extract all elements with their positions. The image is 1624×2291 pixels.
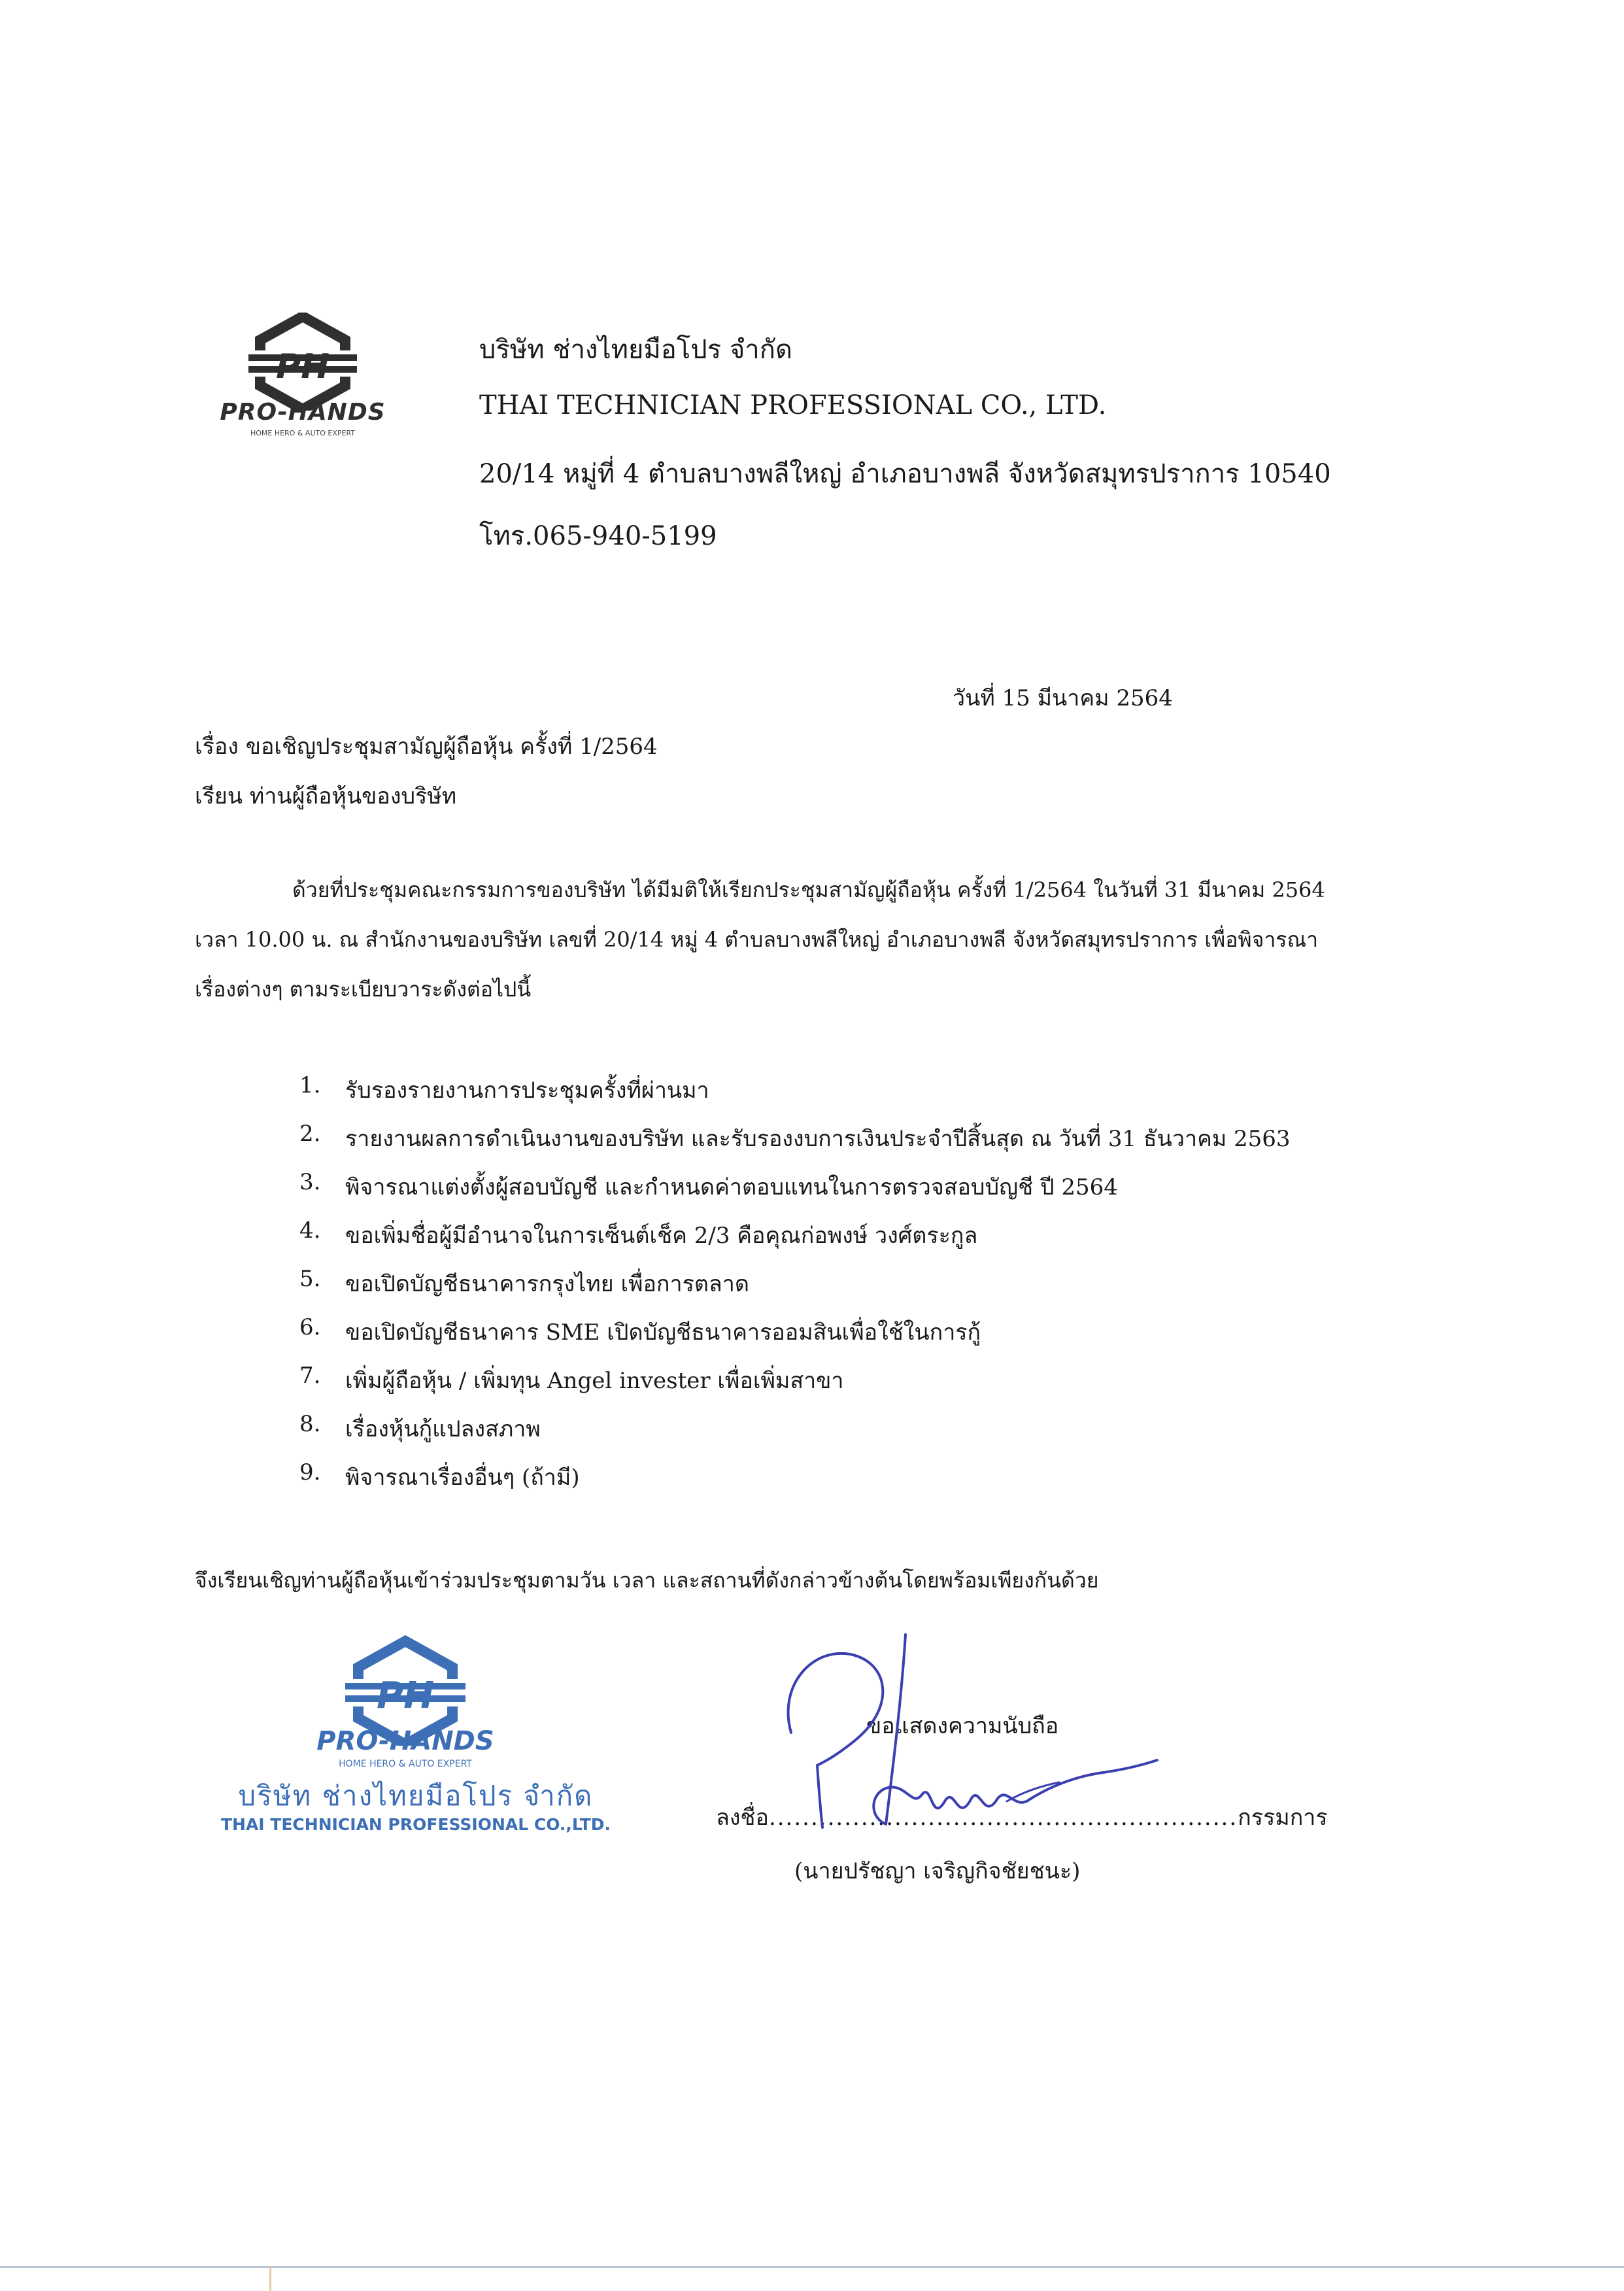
agenda-number: 5.	[299, 1266, 321, 1292]
sign-dots: ........................................................	[768, 1805, 1238, 1831]
closing-sentence: จึงเรียนเชิญท่านผู้ถือหุ้นเข้าร่วมประชุมตามวัน เวลา และสถานที่ดังกล่าวข้างต้นโดยพร้อมเพียงกันด้วย	[195, 1568, 1099, 1593]
agenda-text: รายงานผลการดำเนินงานของบริษัท และรับรองงบการเงินประจำปีสิ้นสุด ณ วันที่ 31 ธันวาคม 2563	[345, 1126, 1291, 1152]
signature-regards: ขอแสดงความนับถือ	[866, 1713, 1059, 1739]
logo-wordmark: PRO-HANDS	[220, 399, 386, 426]
letterhead-logo	[208, 313, 398, 450]
company-stamp	[196, 1635, 628, 1850]
agenda-number: 7.	[299, 1363, 321, 1389]
stamp-company-thai: บริษัท ช่างไทยมือโปร จำกัด	[238, 1780, 594, 1812]
agenda-text: เพิ่มผู้ถือหุ้น / เพิ่มทุน Angel invester เพื่อเพิ่มสาขา	[345, 1368, 844, 1394]
agenda-text: เรื่องหุ้นกู้แปลงสภาพ	[345, 1416, 541, 1442]
scan-edge-mark	[269, 2266, 271, 2291]
svg-text:PH: PH	[377, 1674, 434, 1717]
agenda-number: 8.	[299, 1411, 321, 1437]
pro-hands-logo-icon	[208, 313, 398, 411]
agenda-list	[299, 1072, 1411, 1517]
company-name-thai: บริษัท ช่างไทยมือโปร จำกัด	[479, 335, 792, 365]
agenda-number: 4.	[299, 1217, 321, 1244]
agenda-number: 3.	[299, 1169, 321, 1195]
agenda-text: ขอเพิ่มชื่อผู้มีอำนาจในการเซ็นต์เช็ค 2/3 คือคุณก่อพงษ์ วงศ์ตระกูล	[345, 1223, 978, 1249]
agenda-number: 9.	[299, 1459, 321, 1485]
sign-role: กรรมการ	[1238, 1805, 1328, 1831]
intro-line-3: เรื่องต่างๆ ตามระเบียบวาระดังต่อไปนี้	[195, 977, 532, 1002]
agenda-text: พิจารณาแต่งตั้งผู้สอบบัญชี และกำหนดค่าตอบแทนในการตรวจสอบบัญชี ปี 2564	[345, 1174, 1118, 1200]
stamp-company-english: THAI TECHNICIAN PROFESSIONAL CO.,LTD.	[220, 1815, 611, 1834]
agenda-number: 6.	[299, 1314, 321, 1340]
company-phone: โทร.065-940-5199	[479, 521, 717, 551]
company-address: 20/14 หมู่ที่ 4 ตำบลบางพลีใหญ่ อำเภอบางพลี จังหวัดสมุทรปราการ 10540	[479, 459, 1331, 489]
intro-line-1: ด้วยที่ประชุมคณะกรรมการของบริษัท ได้มีมติให้เรียกประชุมสามัญผู้ถือหุ้น ครั้งที่ 1/2564 ในวันที่ 31 มีนาคม 2564	[292, 877, 1325, 902]
stamp-wordmark: PRO-HANDS	[316, 1726, 494, 1756]
letter-recipient: เรียน ท่านผู้ถือหุ้นของบริษัท	[195, 783, 457, 809]
logo-tagline: HOME HERO & AUTO EXPERT	[250, 429, 356, 437]
svg-text:PH: PH	[276, 347, 330, 386]
agenda-text: ขอเปิดบัญชีธนาคาร SME เปิดบัญชีธนาคารออมสินเพื่อใช้ในการกู้	[345, 1319, 981, 1346]
signatory-name: (นายปรัชญา เจริญกิจชัยชนะ)	[794, 1858, 1081, 1884]
scan-edge-line	[0, 2266, 1624, 2268]
agenda-text: รับรองรายงานการประชุมครั้งที่ผ่านมา	[345, 1078, 709, 1104]
company-name-english: THAI TECHNICIAN PROFESSIONAL CO., LTD.	[479, 390, 1107, 420]
handwritten-signature	[771, 1628, 1164, 1850]
sign-label: ลงชื่อ	[716, 1805, 769, 1831]
letter-date: วันที่ 15 มีนาคม 2564	[953, 685, 1173, 711]
agenda-number: 2.	[299, 1121, 321, 1147]
agenda-text: พิจารณาเรื่องอื่นๆ (ถ้ามี)	[345, 1465, 580, 1491]
stamp-tagline: HOME HERO & AUTO EXPERT	[339, 1759, 472, 1769]
agenda-text: ขอเปิดบัญชีธนาคารกรุงไทย เพื่อการตลาด	[345, 1271, 749, 1297]
letter-subject: เรื่อง ขอเชิญประชุมสามัญผู้ถือหุ้น ครั้งที่ 1/2564	[195, 734, 658, 760]
agenda-number: 1.	[299, 1072, 321, 1098]
intro-line-2: เวลา 10.00 น. ณ สำนักงานของบริษัท เลขที่ 20/14 หมู่ 4 ตำบลบางพลีใหญ่ อำเภอบางพลี จังหวัดสมุทรปราการ เพื่อพิจารณา	[195, 927, 1319, 952]
